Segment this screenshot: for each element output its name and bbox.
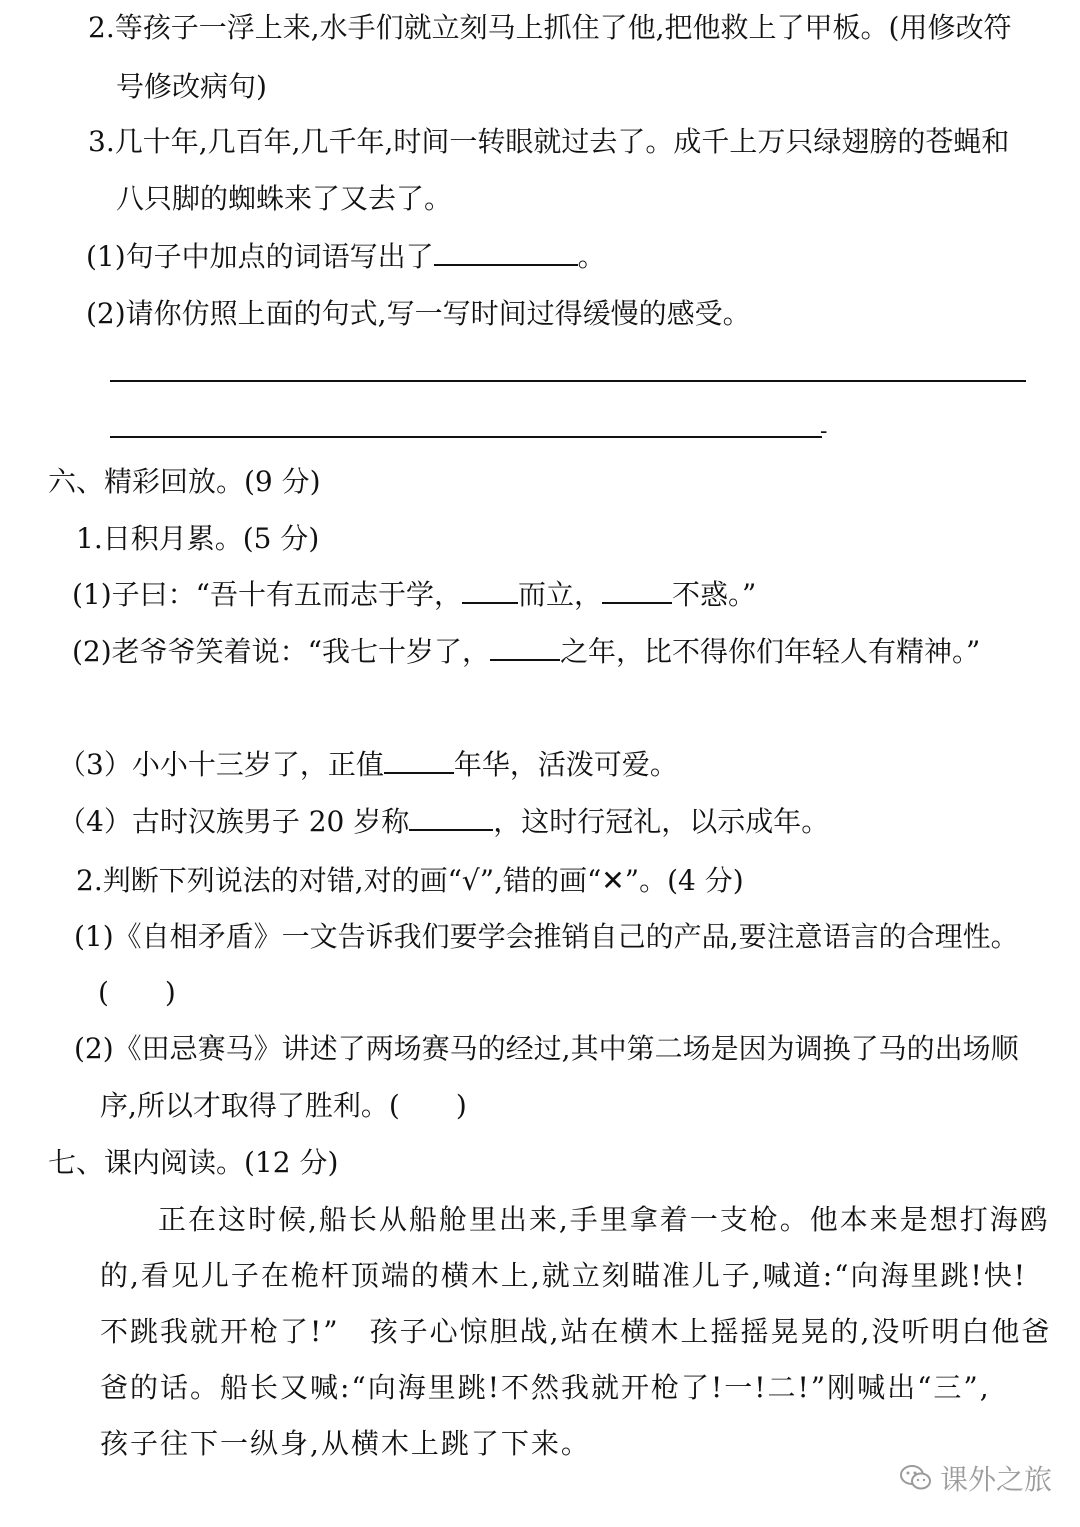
q5-item2-line1: 2.等孩子一浮上来,水手们就立刻马上抓住了他,把他救上了甲板。(用修改符: [88, 11, 1012, 44]
passage-line: 的,看见儿子在桅杆顶端的横木上,就立刻瞄准儿子,喊道:“向海里跳!快!: [100, 1259, 1027, 1292]
section-6-part1-s1: [72, 575, 756, 615]
s1-text-a: (1)子曰：“吾十有五而志于学，: [72, 578, 462, 611]
passage-line: 正在这时候,船长从船舱里出来,手里拿着一支枪。他本来是想打海鸥: [158, 1203, 1050, 1236]
section-6-part1-s2: [72, 632, 980, 672]
passage-line: 孩子往下一纵身,从横木上跳了下来。: [100, 1427, 591, 1460]
section-6-part1-s3: [58, 745, 678, 785]
s3-text-b: 年华，活泼可爱。: [453, 748, 678, 781]
section-6-part2-s1: (1)《自相矛盾》一文告诉我们要学会推销自己的产品,要注意语言的合理性。: [74, 920, 1019, 953]
section-7-title: 七、课内阅读。(12 分): [48, 1146, 339, 1179]
q5-sub1-prefix: (1)句子中加点的词语写出了: [86, 240, 434, 273]
q5-sub2: (2)请你仿照上面的句式,写一写时间过得缓慢的感受。: [86, 297, 751, 330]
answer-blank[interactable]: [384, 746, 454, 774]
wechat-icon: [900, 1464, 932, 1492]
answer-blank[interactable]: [490, 633, 560, 661]
answer-line-1[interactable]: [110, 380, 1026, 382]
passage-line: 爸的话。船长又喊:“向海里跳!不然我就开枪了!一!二!”刚喊出“三”,: [100, 1371, 991, 1404]
watermark: [900, 1458, 1052, 1498]
s1-text-b: 而立，: [517, 578, 602, 611]
answer-blank[interactable]: [409, 803, 493, 831]
watermark-text: 课外之旅: [940, 1463, 1053, 1496]
s2-text-a: (2)老爷爷笑着说：“我七十岁了，: [72, 635, 490, 668]
section-6-part1-title: 1.日积月累。(5 分): [76, 522, 320, 555]
s3-text-a: （3）小小十三岁了，正值: [58, 748, 384, 781]
answer-blank[interactable]: [462, 576, 518, 604]
answer-line-end-mark: -: [820, 419, 828, 444]
section-6-part2-s2-line2: 序,所以才取得了胜利。( ): [100, 1089, 467, 1122]
s2-text-b: 之年，比不得你们年轻人有精神。”: [559, 635, 981, 668]
q5-sub1-suffix: 。: [577, 240, 606, 273]
section-6-part1-s4: [58, 802, 829, 842]
s4-text-a: （4）古时汉族男子 20 岁称: [58, 805, 410, 838]
section-6-part2-title: 2.判断下列说法的对错,对的画“√”,错的画“✕”。(4 分): [76, 864, 744, 897]
q5-item3-line2: 八只脚的蜘蛛来了又去了。: [116, 182, 453, 215]
s1-text-c: 不惑。”: [672, 578, 757, 611]
answer-line-2[interactable]: [110, 436, 822, 438]
passage-line: 不跳我就开枪了!” 孩子心惊胆战,站在横木上摇摇晃晃的,没听明白他爸: [100, 1315, 1052, 1348]
s4-text-b: ，这时行冠礼，以示成年。: [493, 805, 830, 838]
q5-sub1: [86, 237, 606, 277]
answer-blank[interactable]: [434, 238, 578, 266]
q5-item3-line1: 3.几十年,几百年,几千年,时间一转眼就过去了。成千上万只绿翅膀的苍蝇和: [88, 125, 1010, 158]
section-6-title: 六、精彩回放。(9 分): [48, 465, 321, 498]
answer-blank[interactable]: [602, 576, 672, 604]
answer-paren[interactable]: ( ): [98, 976, 176, 1009]
q5-item2-line2: 号修改病句): [116, 70, 267, 103]
section-6-part2-s2-line1: (2)《田忌赛马》讲述了两场赛马的经过,其中第二场是因为调换了马的出场顺: [74, 1032, 1019, 1065]
